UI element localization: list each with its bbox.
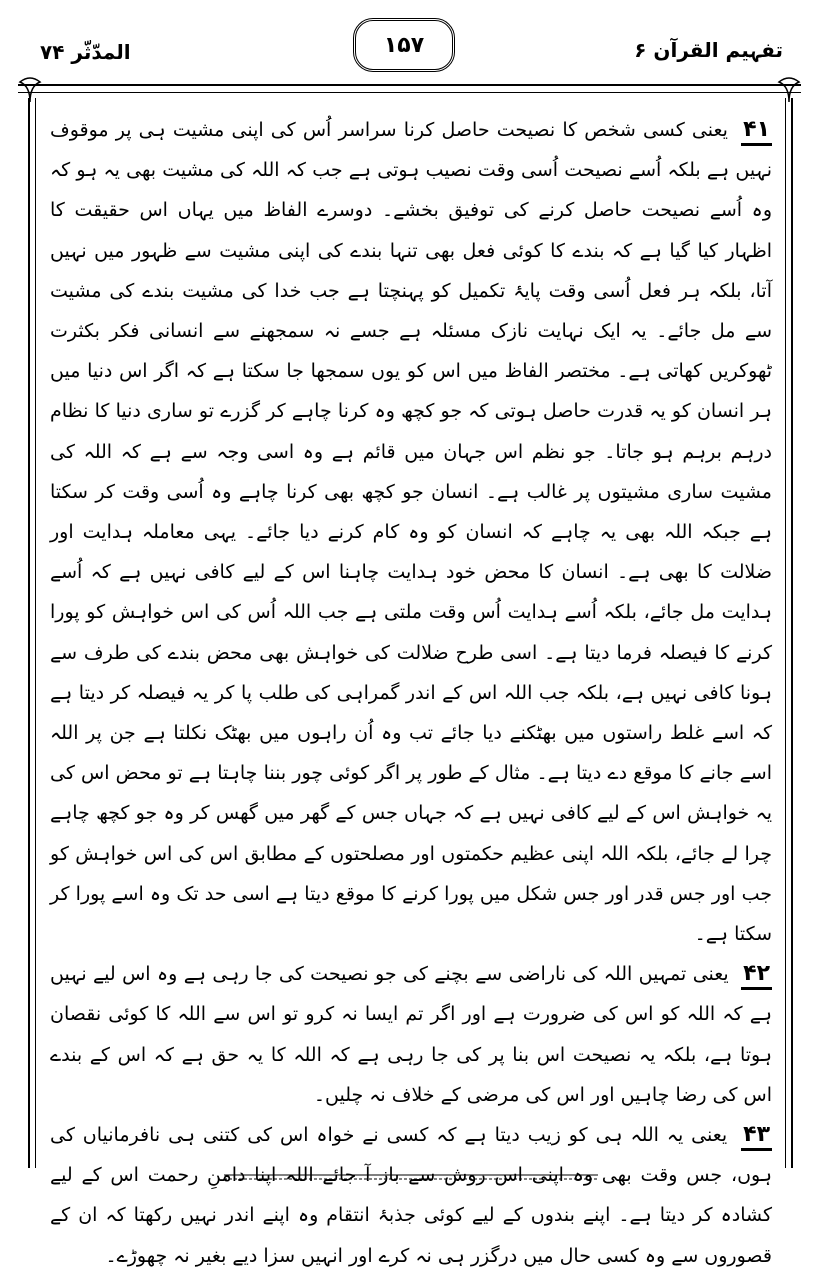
footer-divider [224, 1172, 598, 1182]
note-43 [50, 1115, 772, 1276]
note-text: یعنی یہ اللہ ہی کو زیب دیتا ہے کہ کسی نے خواہ اس کی کتنی ہی نافرمانیاں کی ہوں، جس وقت بھی وہ اپنی اس روش سے باز آ جائے اللہ اپنا دامنِ رحمت اس کے لیے کشادہ کر دیتا ہے۔ اپنے بندوں کے لیے کوئی جذبۂ انتقام وہ اپنے اندر نہیں رکھتا کہ ان کے قصوروں سے وہ کسی حال میں درگزر ہی نہ کرے اور انہیں سزا دیے بغیر نہ چھوڑے۔ [50, 1124, 772, 1267]
note-41 [50, 110, 772, 954]
border-right-column [785, 98, 793, 1168]
surah-name: المدّثّر ۷۴ [40, 40, 131, 64]
page-number: ۱۵۷ [383, 32, 425, 58]
note-number: ۴۲ [741, 961, 772, 990]
border-top-rule [18, 84, 801, 93]
border-left-column [28, 98, 36, 1168]
page-header [0, 0, 821, 80]
note-text: یعنی تمہیں اللہ کی ناراضی سے بچنے کی جو نصیحت کی جا رہی ہے وہ اس لیے نہیں ہے کہ اللہ کو اس کی ضرورت ہے اور اگر تم ایسا نہ کرو تو اس سے اللہ کا کوئی نقصان ہوتا ہے، بلکہ یہ نصیحت اس بنا پر کی جا رہی ہے کہ اللہ کا یہ حق ہے کہ اس کے بندے اس کی رضا چاہیں اور اس کی مرضی کے خلاف نہ چلیں۔ [50, 963, 772, 1106]
note-number: ۴۱ [741, 117, 772, 146]
commentary-body [50, 110, 772, 1267]
note-number: ۴۳ [741, 1122, 772, 1151]
note-text: یعنی کسی شخص کا نصیحت حاصل کرنا سراسر اُس کی اپنی مشیت ہی پر موقوف نہیں ہے بلکہ اُسے نصیحت اُسی وقت نصیب ہوتی ہے جب کہ اللہ کی مشیت بھی یہ ہو کہ وہ اُسے نصیحت حاصل کرنے کی توفیق بخشے۔ دوسرے الفاظ میں یہاں اس حقیقت کا اظہار کیا گیا ہے کہ بندے کا کوئی فعل بھی تنہا بندے کی اپنی مشیت سے ظہور میں نہیں آتا، بلکہ ہر فعل اُسی وقت پایۂ تکمیل کو پہنچتا ہے جب خدا کی مشیت بندے کی مشیت سے مل جائے۔ یہ ایک نہایت نازک مسئلہ ہے جسے نہ سمجھنے سے انسانی فکر بکثرت ٹھوکریں کھاتی ہے۔ مختصر الفاظ میں اس کو یوں سمجھا جا سکتا ہے کہ اگر اس دنیا میں ہر انسان کو یہ قدرت حاصل ہوتی کہ جو کچھ وہ کرنا چاہے کر گزرے تو ساری دنیا کا نظام درہم برہم ہو جاتا۔ جو نظم اس جہان میں قائم ہے وہ اسی وجہ سے ہے کہ اللہ کی مشیت ساری مشیتوں پر غالب ہے۔ انسان جو کچھ بھی کرنا چاہے وہ اُسی وقت کر سکتا ہے جبکہ اللہ بھی یہ چاہے کہ انسان کو وہ کام کرنے دیا جائے۔ یہی معاملہ ہدایت اور ضلالت کا بھی ہے۔ انسان کا محض خود ہدایت چاہنا اس کے لیے کافی نہیں ہے کہ اُسے ہدایت مل جائے، بلکہ اُسے ہدایت اُس وقت ملتی ہے جب اللہ اُس کی اس خواہش کو پورا کرنے کا فیصلہ فرما دیتا ہے۔ اسی طرح ضلالت کی خواہش بھی محض بندے کی طرف سے ہونا کافی نہیں ہے، بلکہ جب اللہ اس کے اندر گمراہی کی طلب پا کر یہ فیصلہ کر دیتا ہے کہ اسے غلط راستوں میں بھٹکنے دیا جائے تب وہ اُن راہوں میں بھٹک نکلتا ہے جن پر اللہ اسے جانے کا موقع دے دیتا ہے۔ مثال کے طور پر اگر کوئی چور بننا چاہتا ہے تو محض اس کی یہ خواہش اس کے لیے کافی نہیں ہے کہ جہاں جس کے گھر میں گھس کر وہ جو کچھ چاہے چرا لے جائے، بلکہ اللہ اپنی عظیم حکمتوں اور مصلحتوں کے مطابق اس کی اس خواہش کو جب اور جس قدر اور جس شکل میں پورا کرنے کا موقع دیتا ہے اسی حد تک وہ اسے پورا کر سکتا ہے۔ [50, 119, 772, 946]
corner-ornament-left-icon [16, 76, 44, 104]
note-42 [50, 954, 772, 1115]
page-number-seal [353, 18, 455, 72]
corner-ornament-right-icon [775, 76, 803, 104]
book-title: تفہیم القرآن ۶ [634, 38, 783, 62]
